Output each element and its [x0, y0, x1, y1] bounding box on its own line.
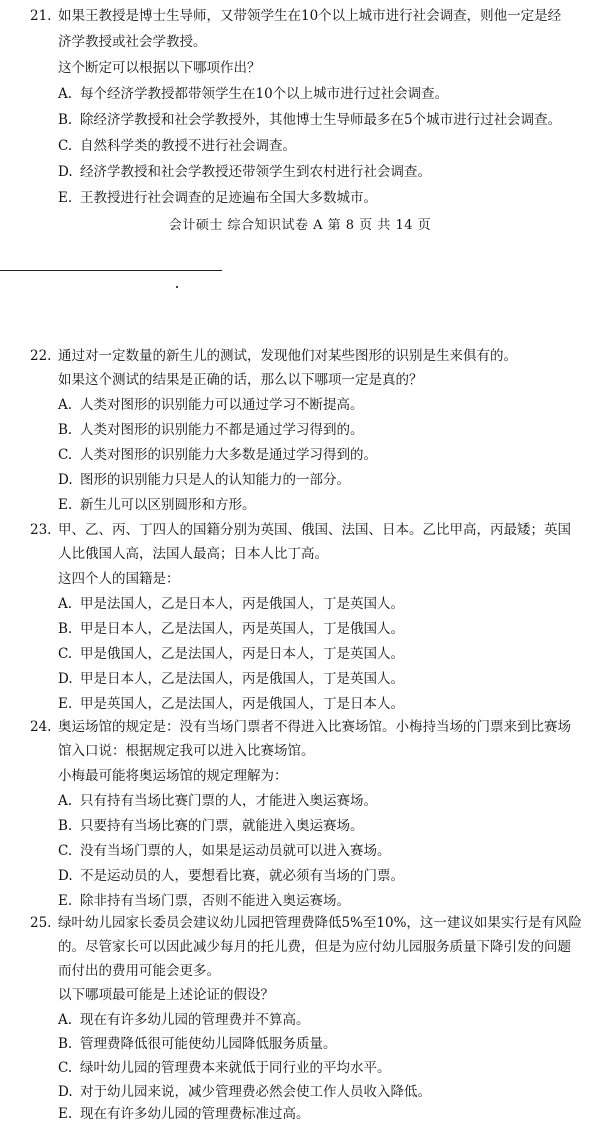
question-prompt: 这个断定可以根据以下哪项作出？ — [58, 60, 261, 76]
option-letter: A. — [58, 793, 73, 809]
option-text: 甲是法国人，乙是日本人，丙是俄国人，丁是英国人。 — [80, 596, 404, 612]
option-letter: D. — [58, 671, 73, 687]
question-prompt: 如果这个测试的结果是正确的话，那么以下哪项一定是真的？ — [58, 372, 423, 388]
option-b — [58, 110, 561, 130]
option-letter: A. — [58, 397, 73, 413]
question-number: 22. — [30, 348, 52, 364]
option-text: 甲是俄国人，乙是法国人，丙是日本人，丁是英国人。 — [80, 646, 404, 662]
option-c — [58, 445, 377, 465]
option-letter: C. — [58, 843, 73, 859]
option-text: 经济学教授和社会学教授还带领学生到农村进行社会调查。 — [80, 164, 431, 180]
option-letter: B. — [58, 422, 73, 438]
option-text: 每个经济学教授都带领学生在10个以上城市进行过社会调查。 — [80, 86, 449, 102]
scan-speck — [176, 286, 178, 288]
option-text: 王教授进行社会调查的足迹遍布全国大多数城市。 — [80, 190, 377, 206]
question-number: 21. — [30, 8, 52, 24]
question-stem: 馆入口说：根据规定我可以进入比赛场馆。 — [58, 743, 315, 759]
question-stem: 如果王教授是博士生导师，又带领学生在10个以上城市进行社会调查，则他一定是经 — [58, 8, 562, 24]
option-letter: A. — [58, 596, 73, 612]
question-stem: 济学教授或社会学教授。 — [58, 34, 207, 50]
option-c — [58, 136, 296, 156]
option-text: 绿叶幼儿园的管理费本来就低于同行业的平均水平。 — [80, 1060, 391, 1076]
option-text: 只有持有当场比赛门票的人，才能进入奥运赛场。 — [80, 793, 377, 809]
option-c — [58, 644, 404, 664]
option-letter: D. — [58, 1084, 73, 1100]
option-letter: B. — [58, 112, 73, 128]
question-stem: 奥运场馆的规定是：没有当场门票者不得进入比赛场馆。小梅持当场的门票来到比赛场 — [58, 719, 571, 735]
option-letter: E. — [58, 190, 73, 206]
option-text: 甲是日本人，乙是法国人，丙是俄国人，丁是英国人。 — [80, 671, 404, 687]
option-b — [58, 619, 404, 639]
option-text: 现在有许多幼儿园的管理费标准过高。 — [80, 1106, 310, 1122]
option-letter: A. — [58, 1012, 73, 1028]
option-text: 自然科学类的教授不进行社会调查。 — [80, 138, 296, 154]
page-footer: 会计硕士 综合知识试卷 A 第 8 页 共 14 页 — [168, 218, 432, 233]
question-stem: 人比俄国人高，法国人最高；日本人比丁高。 — [58, 546, 328, 562]
option-e — [58, 891, 350, 911]
question-number: 23. — [30, 522, 52, 538]
option-a — [58, 395, 364, 415]
option-d — [58, 866, 404, 886]
option-text: 甲是日本人，乙是法国人，丙是英国人，丁是俄国人。 — [80, 621, 404, 637]
option-a — [58, 1010, 310, 1030]
option-text: 没有当场门票的人，如果是运动员就可以进入赛场。 — [80, 843, 391, 859]
option-letter: E. — [58, 1106, 73, 1122]
option-text: 管理费降低很可能使幼儿园降低服务质量。 — [80, 1036, 337, 1052]
option-letter: D. — [58, 868, 73, 884]
option-a — [58, 791, 377, 811]
option-text: 现在有许多幼儿园的管理费并不算高。 — [80, 1012, 310, 1028]
option-c — [58, 841, 391, 861]
page-divider — [0, 270, 222, 271]
option-letter: B. — [58, 1036, 73, 1052]
option-text: 新生儿可以区别圆形和方形。 — [80, 497, 256, 513]
option-letter: C. — [58, 138, 73, 154]
option-text: 图形的识别能力只是人的认知能力的一部分。 — [80, 472, 350, 488]
option-letter: B. — [58, 621, 73, 637]
option-letter: C. — [58, 1060, 73, 1076]
question-prompt: 这四个人的国籍是： — [58, 571, 180, 587]
option-text: 甲是英国人，乙是法国人，丙是俄国人，丁是日本人。 — [80, 696, 404, 712]
question-stem: 的。尽管家长可以因此减少每月的托儿费，但是为应付幼儿园服务质量下降引发的问题 — [58, 939, 571, 955]
question-number: 24. — [30, 719, 52, 735]
question-stem: 通过对一定数量的新生儿的测试，发现他们对某些图形的识别是生来俱有的。 — [58, 348, 517, 364]
option-text: 除非持有当场门票，否则不能进入奥运赛场。 — [80, 893, 350, 909]
question-stem: 而付出的费用可能会更多。 — [58, 963, 220, 979]
option-b — [58, 816, 364, 836]
option-d — [58, 1082, 431, 1102]
option-letter: B. — [58, 818, 73, 834]
option-letter: E. — [58, 696, 73, 712]
option-text: 人类对图形的识别能力不都是通过学习得到的。 — [80, 422, 364, 438]
option-text: 不是运动员的人，要想看比赛，就必须有当场的门票。 — [80, 868, 404, 884]
option-letter: A. — [58, 86, 73, 102]
option-text: 人类对图形的识别能力大多数是通过学习得到的。 — [80, 447, 377, 463]
option-text: 对于幼儿园来说，减少管理费必然会使工作人员收入降低。 — [80, 1084, 431, 1100]
question-stem: 甲、乙、丙、丁四人的国籍分别为英国、俄国、法国、日本。乙比甲高，丙最矮；英国 — [58, 522, 571, 538]
option-d — [58, 162, 431, 182]
option-d — [58, 669, 404, 689]
option-letter: E. — [58, 497, 73, 513]
option-a — [58, 594, 404, 614]
option-text: 除经济学教授和社会学教授外，其他博士生导师最多在5个城市进行过社会调查。 — [80, 112, 562, 128]
question-prompt: 小梅最可能将奥运场馆的规定理解为： — [58, 768, 288, 784]
option-e — [58, 1104, 310, 1124]
option-letter: D. — [58, 164, 73, 180]
option-e — [58, 694, 404, 714]
option-letter: D. — [58, 472, 73, 488]
option-e — [58, 188, 377, 208]
option-text: 只要持有当场比赛的门票，就能进入奥运赛场。 — [80, 818, 364, 834]
question-stem: 绿叶幼儿园家长委员会建议幼儿园把管理费降低5%至10%，这一建议如果实行是有风险 — [58, 915, 582, 931]
option-a — [58, 84, 448, 104]
question-number: 25. — [30, 915, 52, 931]
option-e — [58, 495, 256, 515]
option-letter: E. — [58, 893, 73, 909]
option-letter: C. — [58, 447, 73, 463]
question-prompt: 以下哪项最可能是上述论证的假设？ — [58, 987, 274, 1003]
option-c — [58, 1058, 391, 1078]
option-b — [58, 420, 364, 440]
option-d — [58, 470, 350, 490]
option-b — [58, 1034, 337, 1054]
option-letter: C. — [58, 646, 73, 662]
option-text: 人类对图形的识别能力可以通过学习不断提高。 — [80, 397, 364, 413]
